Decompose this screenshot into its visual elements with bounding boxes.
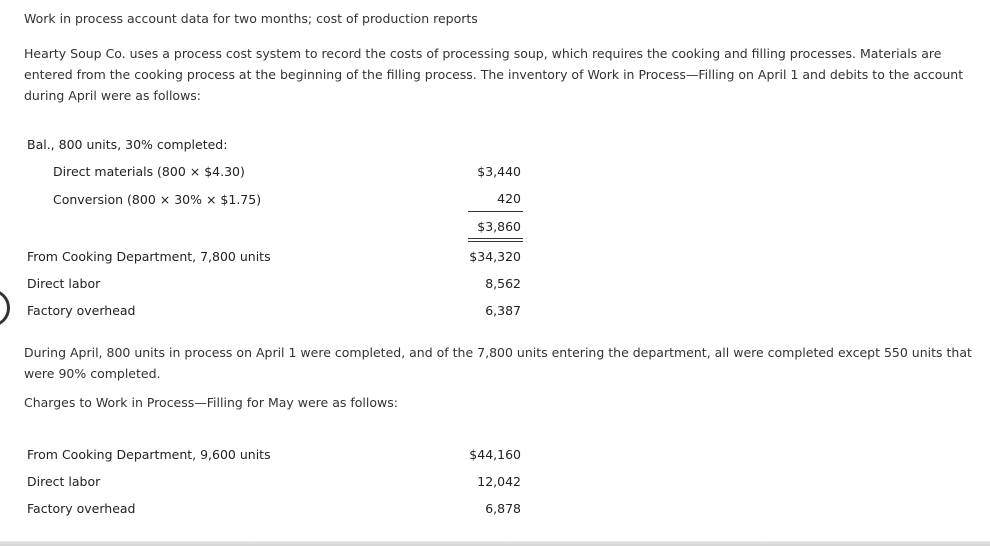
- april-direct-labor-label: Direct labor: [27, 276, 101, 291]
- may-from-cooking-label: From Cooking Department, 9,600 units: [27, 447, 271, 462]
- total-double-rule-bottom: [468, 241, 523, 242]
- subtotal-rule: [468, 211, 523, 212]
- april-from-cooking-label: From Cooking Department, 7,800 units: [27, 249, 271, 264]
- direct-materials-label: Direct materials (800 × $4.30): [53, 164, 245, 179]
- april-from-cooking-amount: $34,320: [469, 249, 521, 264]
- april-factory-overhead-amount: 6,387: [485, 303, 521, 318]
- total-double-rule-top: [468, 238, 523, 239]
- conversion-label: Conversion (800 × 30% × $1.75): [53, 192, 262, 207]
- direct-materials-amount: $3,440: [477, 164, 521, 179]
- scroll-handle[interactable]: [0, 289, 10, 327]
- may-charges-intro: Charges to Work in Process—Filling for May were as follows:: [24, 395, 398, 410]
- april-direct-labor-amount: 8,562: [485, 276, 521, 291]
- april-completion-paragraph: During April, 800 units in process on April 1 were completed, and of the 7,800 units entering the department, all were completed except 550 units that were 90% completed.: [24, 345, 972, 381]
- may-factory-overhead-amount: 6,878: [485, 501, 521, 516]
- bottom-divider: [0, 541, 990, 546]
- page-title: Work in process account data for two months; cost of production reports: [24, 11, 478, 26]
- intro-paragraph: Hearty Soup Co. uses a process cost system to record the costs of processing soup, which requires the cooking and filling processes. Materials are entered from the cooking process at the beginning of the filling process. The inventory of Work in Process—Filling on April 1 and debits to the account during April were as follows:: [24, 46, 964, 103]
- may-factory-overhead-label: Factory overhead: [27, 501, 136, 516]
- balance-label: Bal., 800 units, 30% completed:: [27, 137, 228, 152]
- may-direct-labor-amount: 12,042: [477, 474, 521, 489]
- may-direct-labor-label: Direct labor: [27, 474, 101, 489]
- balance-total-amount: $3,860: [477, 219, 521, 234]
- conversion-amount: 420: [497, 191, 521, 206]
- may-from-cooking-amount: $44,160: [469, 447, 521, 462]
- april-factory-overhead-label: Factory overhead: [27, 303, 136, 318]
